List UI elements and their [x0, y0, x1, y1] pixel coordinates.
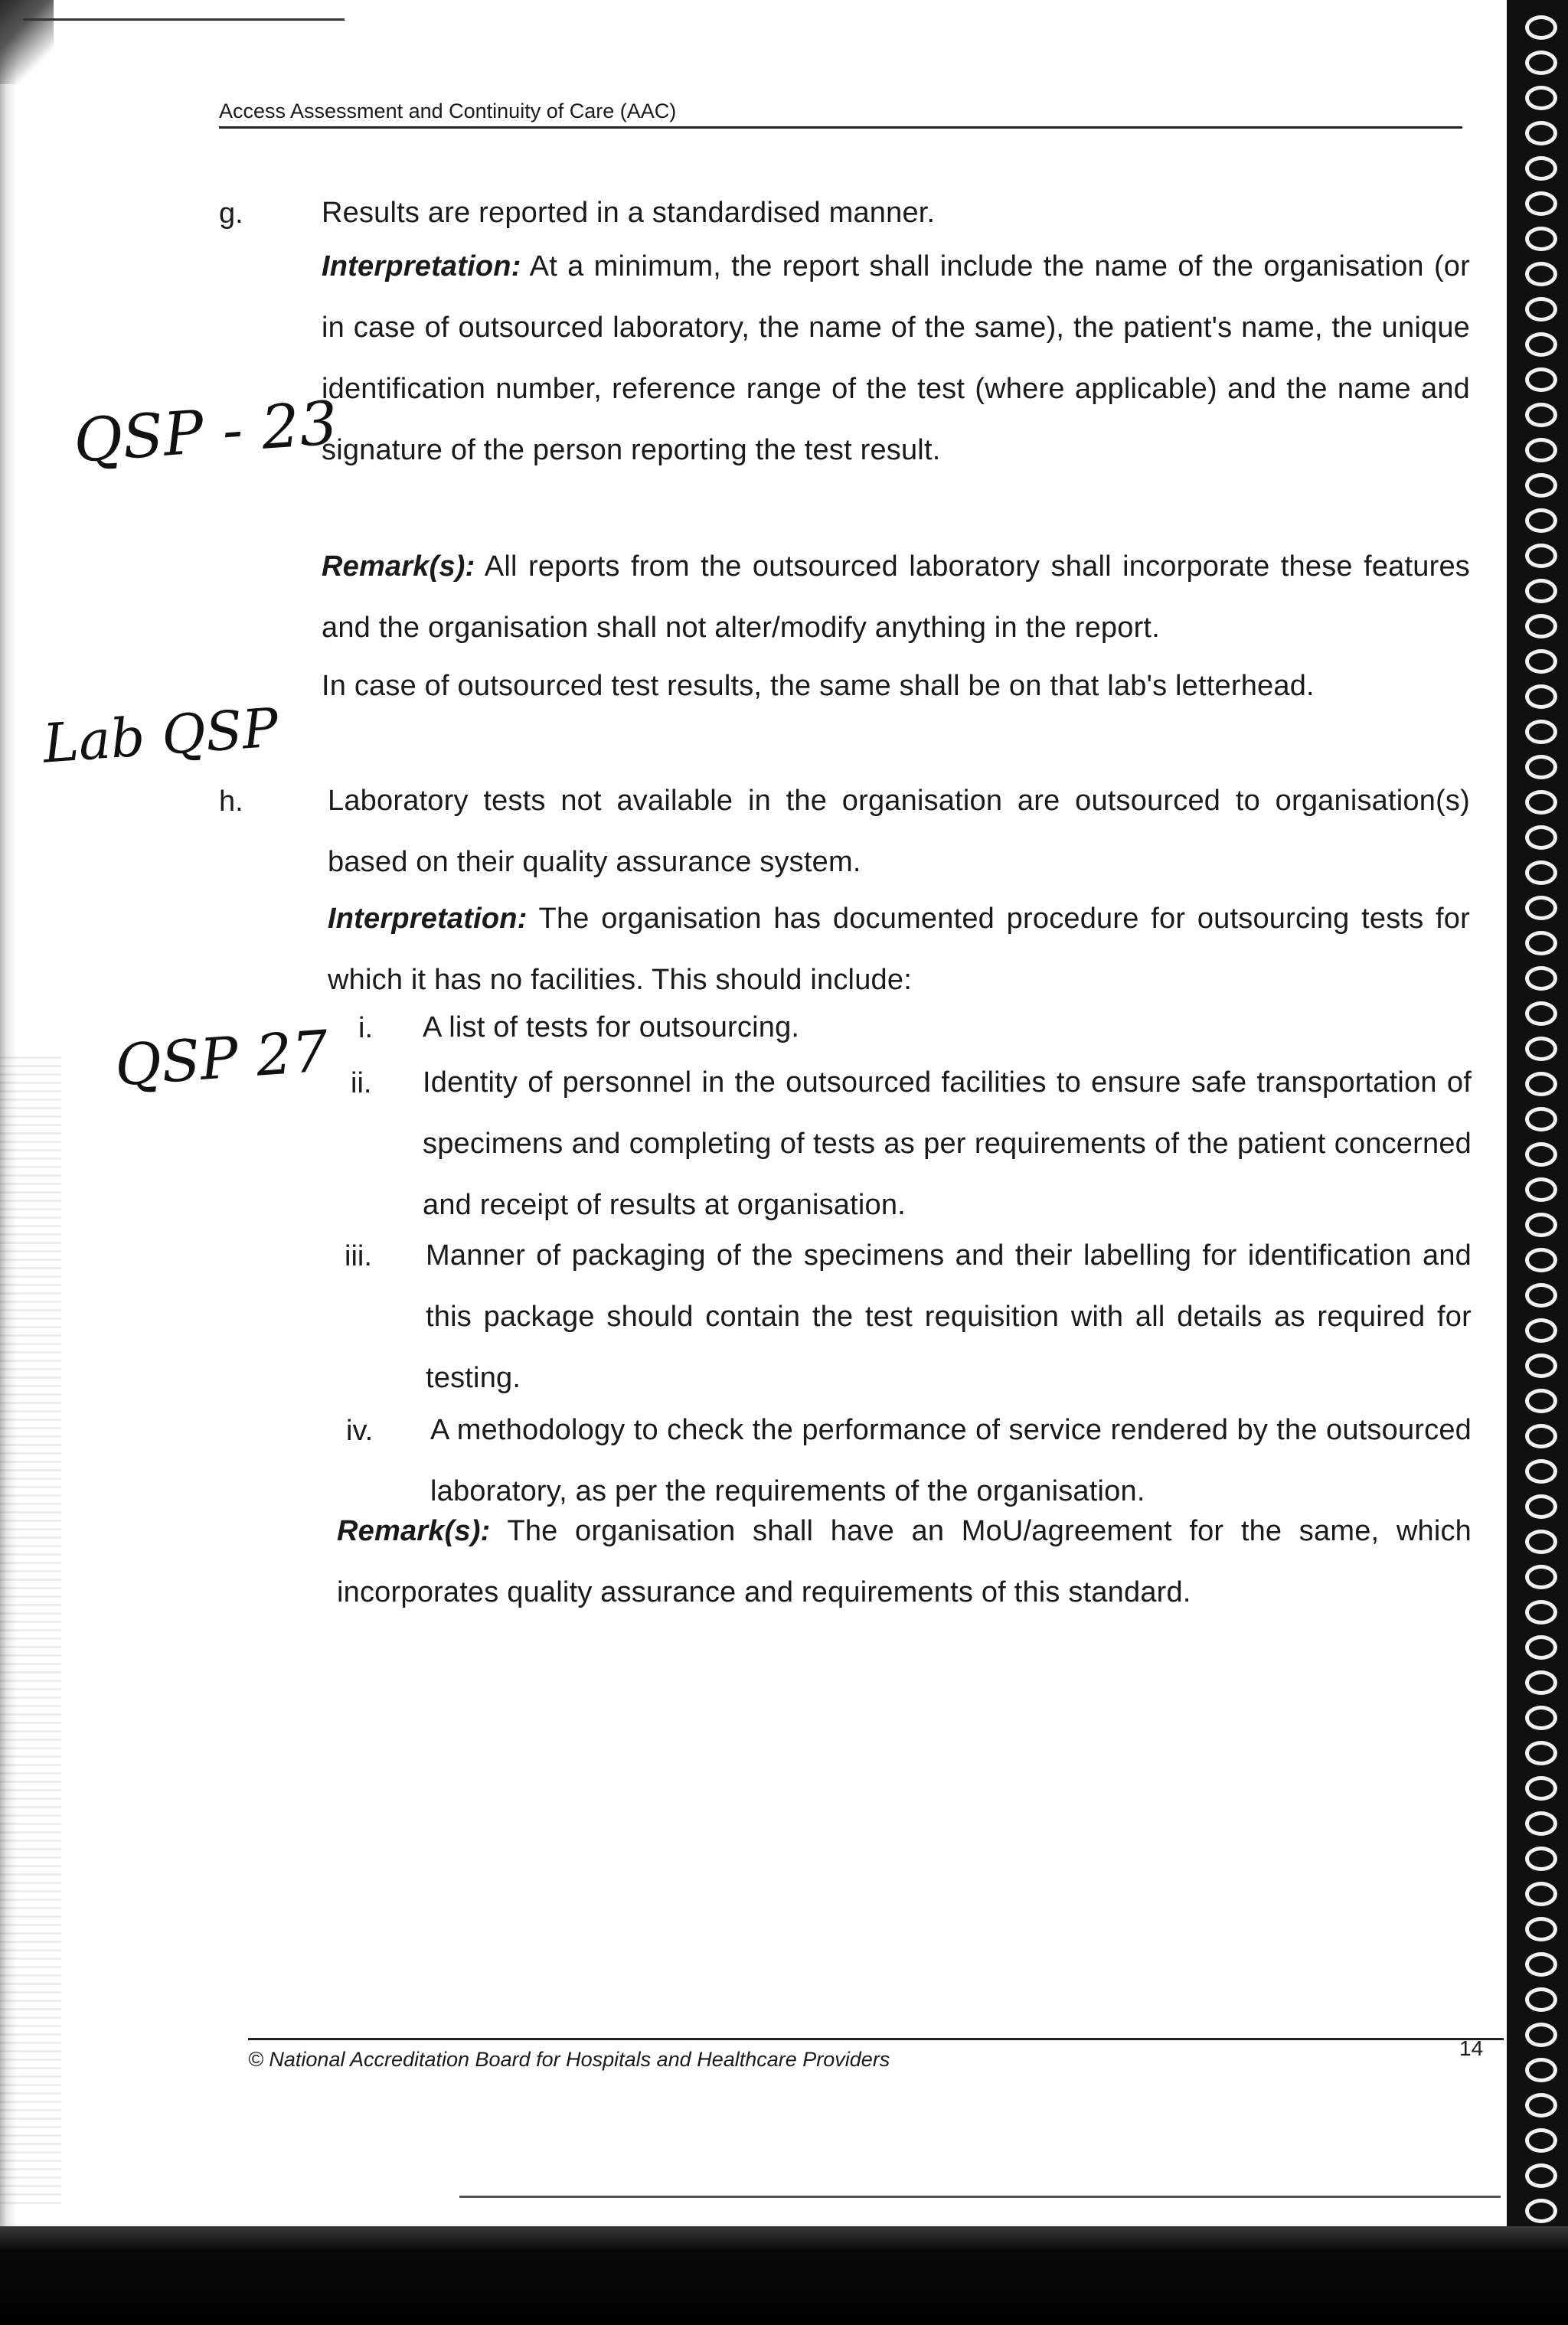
binding-ring — [1525, 1952, 1557, 1977]
scan-bottom-line — [459, 2196, 1501, 2198]
remark-label: Remark(s): — [322, 550, 475, 583]
binding-ring — [1525, 156, 1557, 181]
binding-ring — [1525, 720, 1557, 744]
interpretation-text: The organisation has documented procedure for outsourcing tests for which it has no facilities. This should include: — [328, 903, 1470, 996]
item-h-remark — [337, 1500, 1472, 1623]
page-header: Access Assessment and Continuity of Care (AAC) — [219, 100, 1462, 129]
binding-ring — [1525, 544, 1557, 568]
binding-ring — [1525, 1635, 1557, 1660]
binding-ring — [1525, 1917, 1557, 1941]
binding-ring — [1525, 367, 1557, 392]
binding-ring — [1525, 614, 1557, 638]
subitem-ii-label: ii. — [351, 1067, 372, 1099]
binding-ring — [1525, 966, 1557, 991]
binding-ring — [1525, 649, 1557, 674]
binding-ring — [1525, 227, 1557, 251]
subitem-i-label: i. — [358, 1012, 373, 1044]
binding-ring — [1525, 51, 1557, 75]
binding-ring — [1525, 2128, 1557, 2153]
binding-ring — [1525, 2058, 1557, 2082]
binding-ring — [1525, 262, 1557, 286]
binding-ring — [1525, 1565, 1557, 1589]
spiral-binding — [1507, 0, 1568, 2325]
item-g-label: g. — [219, 198, 243, 230]
binding-ring — [1525, 2199, 1557, 2223]
item-g-remark-extra: In case of outsourced test results, the same shall be on that lab's letterhead. — [322, 670, 1315, 702]
page-footer: © National Accreditation Board for Hospitals and Healthcare Providers — [248, 2038, 1504, 2072]
binding-ring — [1525, 825, 1557, 850]
binding-ring — [1525, 15, 1557, 40]
binding-ring — [1525, 1072, 1557, 1096]
item-h-label: h. — [219, 785, 243, 818]
handwritten-annotation: QSP - 23 — [71, 389, 340, 476]
remark-label: Remark(s): — [337, 1515, 491, 1547]
scan-top-line — [23, 18, 345, 21]
interpretation-label: Interpretation: — [328, 903, 528, 935]
binding-ring — [1525, 860, 1557, 885]
item-h-statement: Laboratory tests not available in the organisation are outsourced to organisation(s) based on their quality assurance system. — [328, 785, 1470, 878]
binding-ring — [1525, 790, 1557, 815]
binding-ring — [1525, 121, 1557, 145]
binding-ring — [1525, 438, 1557, 462]
binding-ring — [1525, 1459, 1557, 1484]
binding-ring — [1525, 1882, 1557, 1906]
binding-ring — [1525, 755, 1557, 779]
binding-ring — [1525, 1811, 1557, 1836]
binding-ring — [1525, 191, 1557, 216]
binding-ring — [1525, 2023, 1557, 2047]
binding-ring — [1525, 1670, 1557, 1695]
binding-ring — [1525, 86, 1557, 110]
binding-ring — [1525, 1213, 1557, 1237]
subitem-iv-text: A methodology to check the performance of service rendered by the outsourced laboratory, as per the requirements of the organisation. — [430, 1414, 1472, 1507]
subitem-iii-label: iii. — [345, 1240, 372, 1272]
binding-ring — [1525, 1847, 1557, 1871]
binding-ring — [1525, 1741, 1557, 1765]
binding-ring — [1525, 1283, 1557, 1308]
binding-ring — [1525, 1001, 1557, 1026]
handwritten-annotation: Lab QSP — [41, 696, 281, 776]
binding-ring — [1525, 1424, 1557, 1448]
binding-ring — [1525, 1037, 1557, 1061]
binding-ring — [1525, 1494, 1557, 1519]
subitem-ii-text: Identity of personnel in the outsourced facilities to ensure safe transportation of specimens and completing of tests as per requirements of the patient concerned and receipt of results at organisation. — [423, 1066, 1472, 1221]
remark-text: All reports from the outsourced laboratory shall incorporate these features and the organisation shall not alter/modify anything in the report. — [322, 550, 1470, 644]
scan-left-shadow — [0, 1056, 61, 2205]
scan-top-corner — [0, 0, 54, 84]
subitem-i-text: A list of tests for outsourcing. — [423, 1011, 800, 1043]
binding-ring — [1525, 684, 1557, 709]
item-g-statement: Results are reported in a standardised manner. — [322, 197, 936, 229]
binding-ring — [1525, 1706, 1557, 1730]
binding-ring — [1525, 2093, 1557, 2118]
item-g-remark — [322, 536, 1470, 658]
binding-ring — [1525, 1248, 1557, 1272]
interpretation-label: Interpretation: — [322, 250, 521, 282]
binding-ring — [1525, 1318, 1557, 1343]
item-h-interpretation — [328, 888, 1470, 1011]
handwritten-annotation: QSP 27 — [113, 1018, 331, 1099]
remark-text: The organisation shall have an MoU/agreement for the same, which incorporates quality assurance and requirements of this standard. — [337, 1515, 1472, 1608]
binding-ring — [1525, 1776, 1557, 1801]
binding-ring — [1525, 508, 1557, 533]
binding-ring — [1525, 1354, 1557, 1378]
scan-bottom-shadow — [0, 2226, 1568, 2325]
binding-ring — [1525, 403, 1557, 427]
binding-ring — [1525, 297, 1557, 322]
binding-ring — [1525, 1177, 1557, 1202]
interpretation-text: At a minimum, the report shall include the name of the organisation (or in case of outsourced laboratory, the name of the same), the patient's name, the unique identification number, reference range of the test (where applicable) and the name and signature of the person reporting the test result. — [322, 250, 1470, 466]
binding-ring — [1525, 473, 1557, 498]
subitem-iii-text: Manner of packaging of the specimens and their labelling for identification and this package should contain the test requisition with all details as required for testing. — [426, 1239, 1472, 1394]
binding-ring — [1525, 1389, 1557, 1413]
subitem-iv-label: iv. — [346, 1415, 374, 1447]
binding-ring — [1525, 332, 1557, 357]
binding-ring — [1525, 1987, 1557, 2012]
binding-ring — [1525, 2163, 1557, 2188]
binding-ring — [1525, 1530, 1557, 1554]
binding-ring — [1525, 931, 1557, 955]
binding-ring — [1525, 579, 1557, 603]
page-number: 14 — [1459, 2036, 1484, 2060]
item-g-interpretation — [322, 236, 1470, 481]
binding-ring — [1525, 1600, 1557, 1625]
binding-ring — [1525, 1142, 1557, 1167]
binding-ring — [1525, 896, 1557, 920]
binding-ring — [1525, 1107, 1557, 1131]
